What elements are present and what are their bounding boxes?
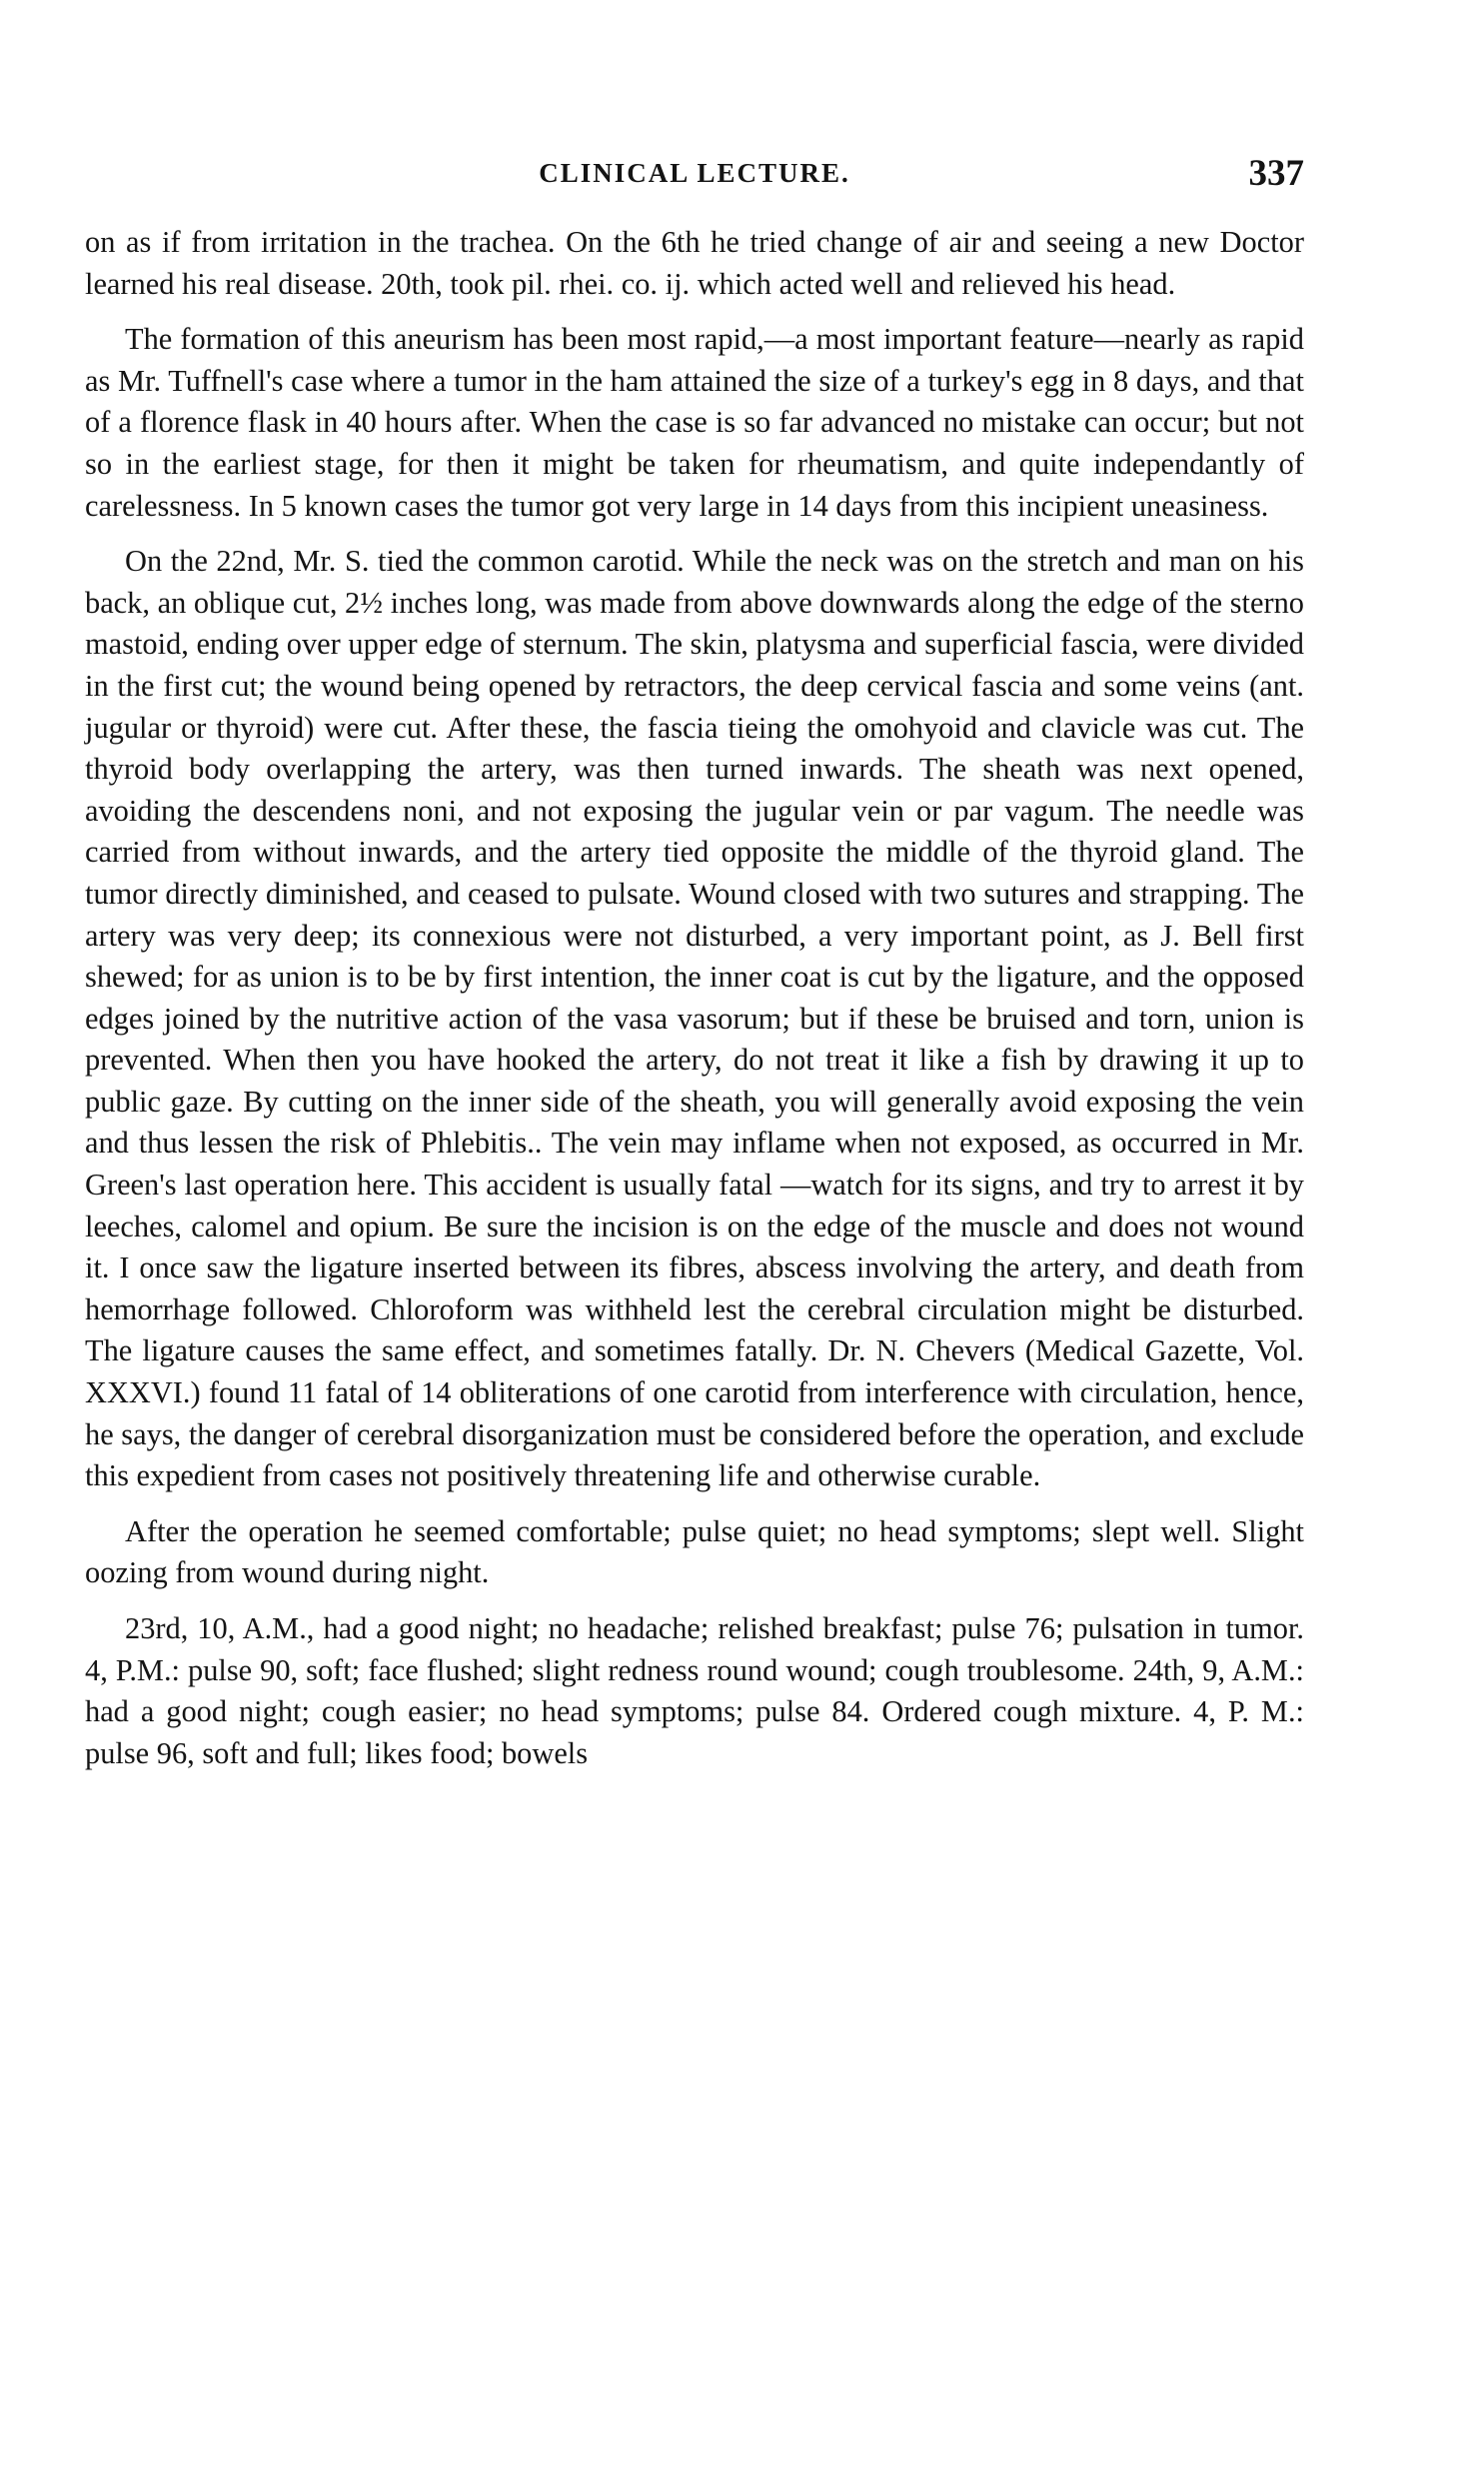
page-number: 337 (1248, 153, 1304, 194)
paragraph-progress-notes: 23rd, 10, A.M., had a good night; no headache; relished breakfast; pulse 76; pulsation in tumor. 4, P.M.: pulse 90, soft; face flushed; slight redness round wound; cough troublesome. 24th, 9, A.M.: had a good night; cough easier; no head symptoms; pulse 84. Ordered cough mixture. 4, P. M.: pulse 96, soft and full; likes food; bowels (85, 1611, 1304, 1770)
paragraph-carotid-operation: On the 22nd, Mr. S. tied the common carotid. While the neck was on the stretch and man on his back, an oblique cut, 2½ inches long, was made from above downwards along the edge of the sterno mastoid, ending over upper edge of sternum. The skin, platysma and superficial fascia, were divided in the first cut; the wound being opened by retractors, the deep cervical fascia and some veins (ant. jugular or thyroid) were cut. After these, the fascia tieing the omohyoid and clavicle was cut. The thyroid body overlapping the artery, was then turned inwards. The sheath was next opened, avoiding the descendens noni, and not exposing the jugular vein or par vagum. The needle was carried from without inwards, and the artery tied opposite the middle of the thyroid gland. The tumor directly diminished, and ceased to pulsate. Wound closed with two sutures and strapping. The artery was very deep; its connexious were not disturbed, a very important point, as J. Bell first shewed; for as union is to be by first intention, the inner coat is cut by the ligature, and the opposed edges joined by the nutritive action of the vasa vasorum; but if these be bruised and torn, union is prevented. When then you have hooked the artery, do not treat it like a fish by drawing it up to public gaze. By cutting on the inner side of the sheath, you will generally avoid exposing the vein and thus lessen the risk of Phlebitis.. The vein may inflame when not exposed, as occurred in Mr. Green's last operation here. This accident is usually fatal —watch for its signs, and try to arrest it by leeches, calomel and opium. Be sure the incision is on the edge of the muscle and does not wound it. I once saw the ligature inserted between its fibres, abscess involving the artery, and death from hemorrhage followed. Chloroform was withheld lest the cerebral circulation might be disturbed. The ligature causes the same effect, and sometimes fatally. Dr. N. Chevers (Medical Gazette, Vol. XXXVI.) found 11 fatal of 14 obliterations of one carotid from interference with circulation, hence, he says, the danger of cerebral disorganization must be considered before the operation, and exclude this expedient from cases not positively threatening life and otherwise curable. (85, 544, 1304, 1493)
paragraph-after-operation: After the operation he seemed comfortable; pulse quiet; no head symptoms; slept well. Slight oozing from wound during night. (85, 1513, 1304, 1590)
running-title: CLINICAL LECTURE. (539, 158, 850, 188)
body-text (85, 222, 1304, 1788)
paragraph-aneurism-formation: The formation of this aneurism has been most rapid,—a most important feature—nearly as rapid as Mr. Tuffnell's case where a tumor in the ham attained the size of a turkey's egg in 8 days, and that of a florence flask in 40 hours after. When the case is so far advanced no mistake can occur; but not so in the earliest stage, for then it might be taken for rheumatism, and quite independantly of carelessness. In 5 known cases the tumor got very large in 14 days from this incipient uneasiness. (85, 322, 1304, 523)
paragraph-continued: on as if from irritation in the trachea. On the 6th he tried change of air and seeing a new Doctor learned his real disease. 20th, took pil. rhei. co. ij. which acted well and relieved his head. (85, 225, 1304, 301)
running-head (85, 153, 1304, 202)
